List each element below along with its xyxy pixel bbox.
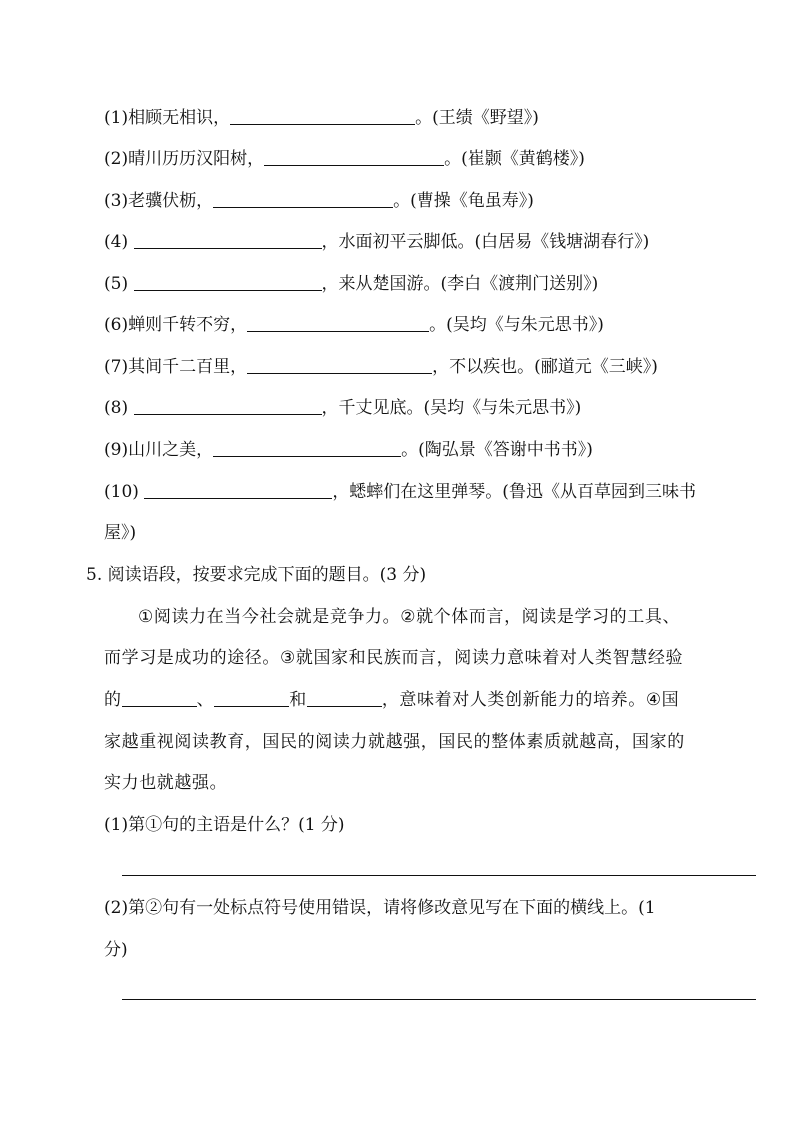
passage-text: ，意味着对人类创新能力的培养。④国 bbox=[381, 690, 680, 710]
answer-blank[interactable] bbox=[213, 438, 401, 457]
item-number: (4) bbox=[104, 232, 129, 252]
fill-item-1 bbox=[104, 106, 539, 130]
answer-blank[interactable] bbox=[134, 396, 322, 415]
item-text-after: 。(曹操《龟虽寿》) bbox=[393, 191, 534, 211]
item-number: (10) bbox=[104, 482, 139, 502]
item-text-after: ，蟋蟀们在这里弹琴。(鲁迅《从百草园到三味书 bbox=[332, 482, 696, 502]
item-text-after: ，千丈见底。(吴均《与朱元思书》) bbox=[321, 398, 582, 418]
item-number: (7) bbox=[104, 357, 129, 377]
answer-line[interactable] bbox=[122, 999, 756, 1000]
item-number: (9) bbox=[104, 440, 129, 460]
item-text-before: 其间千二百里， bbox=[128, 357, 248, 377]
answer-blank[interactable] bbox=[213, 189, 393, 208]
passage-text: 的 bbox=[104, 690, 122, 710]
answer-blank[interactable] bbox=[134, 272, 322, 291]
item-number: (1) bbox=[104, 108, 129, 128]
fill-item-7 bbox=[104, 355, 658, 379]
item-text-before: 相顾无相识， bbox=[128, 108, 231, 128]
item-text-before: 晴川历历汉阳树， bbox=[128, 149, 265, 169]
answer-blank[interactable] bbox=[264, 147, 444, 166]
fill-item-3 bbox=[104, 189, 534, 213]
item-text-before: 山川之美， bbox=[128, 440, 214, 460]
item-number: (8) bbox=[104, 398, 129, 418]
fill-item-2 bbox=[104, 147, 585, 171]
item-text-after: 。(吴均《与朱元思书》) bbox=[429, 315, 604, 335]
answer-blank[interactable] bbox=[214, 688, 289, 707]
fill-item-10 bbox=[104, 480, 696, 504]
item-text-before: 蝉则千转不穷， bbox=[128, 315, 248, 335]
passage-line-4: 家越重视阅读教育，国民的阅读力就越强，国民的整体素质就越高，国家的 bbox=[104, 732, 685, 752]
fill-item-6 bbox=[104, 313, 604, 337]
item-text-after: ，不以疾也。(郦道元《三峡》) bbox=[432, 357, 658, 377]
answer-blank[interactable] bbox=[247, 355, 432, 374]
passage-text: 和 bbox=[289, 690, 307, 710]
subquestion-2-continuation: 分) bbox=[104, 940, 128, 960]
item-number: (5) bbox=[104, 274, 129, 294]
passage-line-3 bbox=[104, 688, 756, 712]
item-text-after: 。(崔颢《黄鹤楼》) bbox=[444, 149, 585, 169]
fill-item-8 bbox=[104, 396, 581, 420]
item-text-after: 。(陶弘景《答谢中书书》) bbox=[401, 440, 593, 460]
answer-blank[interactable] bbox=[247, 313, 429, 332]
answer-blank[interactable] bbox=[230, 106, 415, 125]
item-number: (2) bbox=[104, 149, 129, 169]
answer-blank[interactable] bbox=[122, 688, 197, 707]
passage-line-2: 而学习是成功的途径。③就国家和民族而言，阅读力意味着对人类智慧经验 bbox=[104, 648, 684, 668]
fill-item-5 bbox=[104, 272, 598, 296]
item-number: (6) bbox=[104, 315, 129, 335]
passage-text: 、 bbox=[196, 690, 215, 710]
subquestion-1: (1)第①句的主语是什么？(1 分) bbox=[104, 815, 345, 835]
answer-blank[interactable] bbox=[144, 480, 332, 499]
item-text-before: 老骥伏枥， bbox=[128, 191, 214, 211]
item-text-after: ，来从楚国游。(李白《渡荆门送别》) bbox=[321, 274, 599, 294]
subquestion-2: (2)第②句有一处标点符号使用错误，请将修改意见写在下面的横线上。(1 bbox=[104, 898, 656, 918]
item-text-after: ，水面初平云脚低。(白居易《钱塘湖春行》) bbox=[321, 232, 650, 252]
item-text-after: 。(王绩《野望》) bbox=[415, 108, 539, 128]
passage-line-5: 实力也就越强。 bbox=[104, 773, 228, 793]
answer-blank[interactable] bbox=[307, 688, 382, 707]
fill-item-9 bbox=[104, 438, 593, 462]
answer-line[interactable] bbox=[122, 875, 756, 876]
passage-line-1: ①阅读力在当今社会就是竞争力。②就个体而言，阅读是学习的工具、 bbox=[138, 607, 681, 627]
question-5-title: 5. 阅读语段，按要求完成下面的题目。(3 分) bbox=[86, 565, 427, 585]
fill-item-4 bbox=[104, 230, 649, 254]
item-text-continuation: 屋》) bbox=[104, 523, 137, 543]
item-number: (3) bbox=[104, 191, 129, 211]
fill-item-10-continuation bbox=[104, 521, 136, 545]
answer-blank[interactable] bbox=[134, 230, 322, 249]
